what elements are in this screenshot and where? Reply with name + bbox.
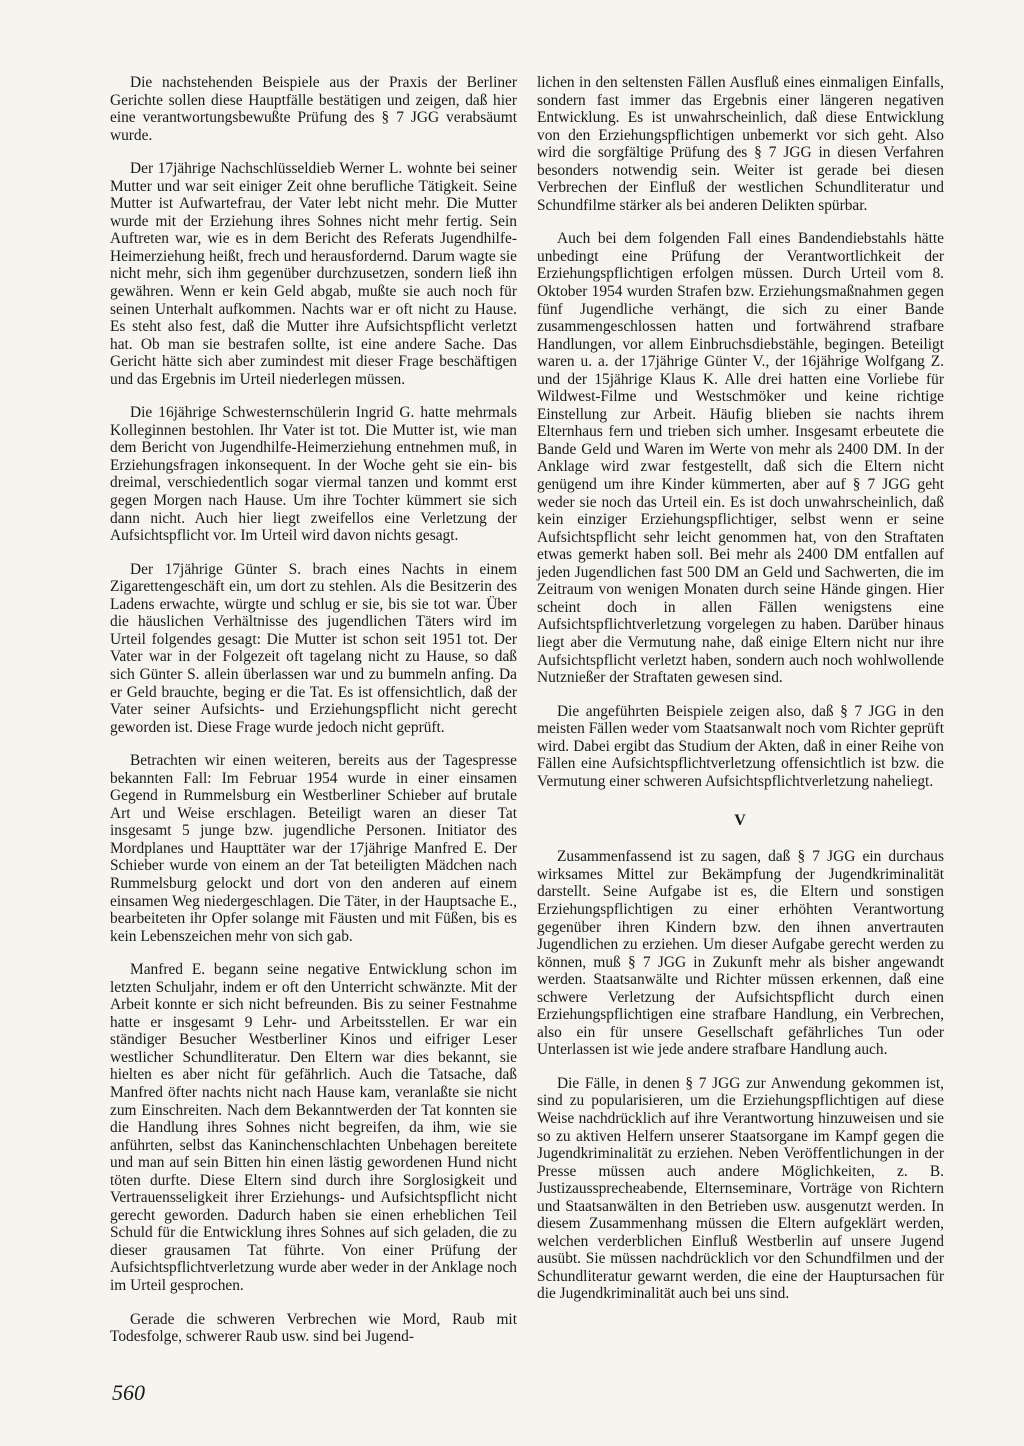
page-number: 560 [112, 1380, 145, 1405]
section-heading: V [734, 812, 747, 830]
continued-paragraph: lichen in den seltensten Fällen Ausfluß eines einmaligen Einfalls, sondern fast immer das Ergebnis einer längeren negativen Entwicklung. Es ist unwahrscheinlich, daß diese Entwicklung von den Erziehungspflichtigen unbemerkt vor sich geht. Also wird die sorgfältige Prüfung des § 7 JGG in diesen Verfahren besonders notwendig sein. Weiter ist gerade bei diesen Verbrechen der Einfluß der westlichen Schundliteratur und Schundfilme stärker als bei anderen Delikten spürbar. [537, 74, 944, 214]
paragraph: Auch bei dem folgenden Fall eines Bandendiebstahls hätte unbedingt eine Prüfung der Verantwortlichkeit der Erziehungspflichtigen erfolgen müssen. Durch Urteil vom 8. Oktober 1954 wurden Strafen bzw. Erziehungsmaßnahmen gegen fünf Jugendliche verhängt, die sich zu einer Bande zusammengeschlossen hatten und fortwährend strafbare Handlungen, vor allem Einbruchsdiebstähle, begingen. Beteiligt waren u. a. der 17jährige Günter V., der 16jährige Wolfgang Z. und der 15jährige Klaus K. Alle drei hatten eine Vorliebe für Wildwest-Filme und Westschmöker und keine richtige Einstellung zur Arbeit. Häufig blieben sie nachts ihrem Elternhaus fern und trieben sich umher. Insgesamt erbeutete die Bande Geld und Waren im Werte von mehr als 2400 DM. In der Anklage wird zwar festgestellt, daß sich die Eltern nicht genügend um ihre Kinder kümmerten, aber auf § 7 JGG geht weder sie noch das Urteil ein. Es ist doch unwahrscheinlich, daß kein einziger Erziehungspflichtiger, selbst wenn er seine Aufsichtspflicht sehr leicht genommen hat, von den Straftaten etwas gemerkt haben soll. Bei mehr als 2400 DM entfallen auf jeden Jugendlichen fast 500 DM an Geld und Sachwerten, die im Zeitraum von wenigen Monaten durch seine Hände gingen. Hier scheint doch in allen Fällen wenigstens eine Aufsichtspflichtverletzung vorgelegen zu haben. Darüber hinaus liegt aber die Vermutung nahe, daß einige Eltern nicht nur ihre Aufsichtspflicht verletzt haben, sondern auch noch wohlwollende Nutznießer der Straftaten gewesen sind. [537, 230, 944, 687]
paragraph: Manfred E. begann seine negative Entwicklung schon im letzten Schuljahr, indem er oft den Unterricht schwänzte. Mit der Arbeit konnte er sich nicht befreunden. Bis zu seiner Festnahme hatte er insgesamt 9 Lehr- und Arbeitsstellen. Er war ein ständiger Besucher Westberliner Kinos und eifriger Leser westlicher Schundliteratur. Den Eltern war dies bekannt, sie hielten es aber nicht für gefährlich. Auch die Tatsache, daß Manfred öfter nachts nicht nach Hause kam, veranlaßte sie nicht zum Einschreiten. Nach dem Bekanntwerden der Tat konnten sie die Handlung ihres Sohnes nicht begreifen, da ihm, wie sie anführten, selbst das Kaninchenschlachten Unbehagen bereitete und man auf sein Bitten hin einen lästig gewordenen Hund nicht töten durfte. Diese Eltern sind durch ihre Sorglosigkeit und Vertrauensseligkeit ihrer Erziehungs- und Aufsichtspflicht nicht gerecht geworden. Dadurch haben sie einen erheblichen Teil Schuld für die Entwicklung ihres Sohnes auf sich geladen, die zu dieser grausamen Tat führte. Von einer Prüfung der Aufsichtspflichtverletzung wurde aber weder in der Anklage noch im Urteil gesprochen. [110, 961, 517, 1294]
right-column [537, 74, 944, 1319]
paragraph: Die nachstehenden Beispiele aus der Praxis der Berliner Gerichte sollen diese Hauptfälle bestätigen und zeigen, daß hier eine verantwortungsbewußte Prüfung des § 7 JGG verabsäumt wurde. [110, 74, 517, 144]
paragraph: Die 16jährige Schwesternschülerin Ingrid G. hatte mehrmals Kolleginnen bestohlen. Ihr Vater ist tot. Die Mutter ist, wie man dem Bericht von Jugendhilfe-Heimerziehung entnehmen muß, in Erziehungsfragen inkonsequent. In der Woche geht sie ein- bis dreimal, verschiedentlich sogar viermal tanzen und kommt erst gegen Morgen nach Hause. Um ihre Tochter kümmert sie sich dann nicht. Auch hier liegt zweifellos eine Verletzung der Aufsichtspflicht vor. Im Urteil wird davon nichts gesagt. [110, 404, 517, 545]
paragraph: Der 17jährige Nachschlüsseldieb Werner L. wohnte bei seiner Mutter und war seit einiger Zeit ohne berufliche Tätigkeit. Seine Mutter ist Aufwartefrau, der Vater lebt nicht mehr. Die Mutter wurde mit der Erziehung ihres Sohnes nicht mehr fertig. Sein Auftreten war, wie es in dem Bericht des Referats Jugendhilfe-Heimerziehung heißt, frech und herausfordernd. Darum wagte sie nicht mehr, sich ihm gegenüber durchzusetzen, sondern ließ ihn gewähren. Wenn er kein Geld abgab, mußte sie auch noch für seinen Unterhalt aufkommen. Nachts war er oft nicht zu Hause. Es steht also fest, daß die Mutter ihre Aufsichtspflicht verletzt hat. Ob man sie bestrafen sollte, ist eine andere Sache. Das Gericht hätte sich aber zumindest mit dieser Frage beschäftigen und das Ergebnis im Urteil niederlegen müssen. [110, 160, 517, 388]
paragraph: Der 17jährige Günter S. brach eines Nachts in einem Zigarettengeschäft ein, um dort zu stehlen. Als die Besitzerin des Ladens erwachte, würgte und schlug er sie, bis sie tot war. Über die häuslichen Verhältnisse des jugendlichen Täters wird im Urteil folgendes gesagt: Die Mutter ist schon seit 1951 tot. Der Vater war in der Folgezeit oft tagelang nicht zu Hause, so daß sich Günter S. allein überlassen war und zu bummeln anfing. Da er Geld brauchte, beging er die Tat. Es ist offensichtlich, daß der Vater seiner Aufsichts- und Erziehungspflicht nicht gerecht geworden ist. Diese Frage wurde jedoch nicht geprüft. [110, 560, 517, 736]
paragraph: Zusammenfassend ist zu sagen, daß § 7 JGG ein durchaus wirksames Mittel zur Bekämpfung der Jugendkriminalität darstellt. Seine Aufgabe ist es, die Eltern und sonstigen Erziehungspflichtigen zu einer erhöhten Verantwortung gegenüber ihren Kindern bzw. den ihnen anvertrauten Jugendlichen zu erziehen. Um dieser Aufgabe gerecht werden zu können, muß § 7 JGG in Zukunft mehr als bisher angewandt werden. Staatsanwälte und Richter müssen erkennen, daß eine schwere Verletzung der Aufsichtspflicht durch einen Erziehungspflichtigen eine strafbare Handlung, ein Verbrechen, also ein für unsere Gesellschaft gefährliches Tun oder Unterlassen ist wie jede andere strafbare Handlung auch. [537, 848, 944, 1059]
paragraph: Betrachten wir einen weiteren, bereits aus der Tagespresse bekannten Fall: Im Februar 1954 wurde in einer einsamen Gegend in Rummelsburg ein Westberliner Schieber auf brutale Art und Weise erschlagen. Beteiligt waren an dieser Tat insgesamt 5 junge bzw. jugendliche Personen. Initiator des Mordplanes und Haupttäter war der 17jährige Manfred E. Der Schieber wurde von einem an der Tat beteiligten Mädchen nach Rummelsburg gelockt und dort von den anderen auf einem einsamen Weg niedergeschlagen. Die Täter, in der Hauptsache E., bearbeiteten ihr Opfer solange mit Fäusten und mit Füßen, bis es kein Lebenszeichen mehr von sich gab. [110, 752, 517, 945]
paragraph: Die Fälle, in denen § 7 JGG zur Anwendung gekommen ist, sind zu popularisieren, um die Erziehungspflichtigen auf diese Weise nachdrücklich auf ihre Verantwortung hinzuweisen und sie so zu aktiven Helfern unserer Staatsorgane im Kampf gegen die Jugendkriminalität zu erziehen. Neben Veröffentlichungen in der Presse müssen auch andere Möglichkeiten, z. B. Justizaussprecheabende, Elternseminare, Vorträge von Richtern und Staatsanwälten in den Betrieben usw. ausgenutzt werden. In diesem Zusammenhang müssen die Eltern aufgeklärt werden, welchen verderblichen Einfluß Westberlin auf unsere Jugend ausübt. Sie müssen nachdrücklich vor den Schundfilmen und der Schundliteratur gewarnt werden, die eine der Hauptursachen für die Jugendkriminalität auch bei uns sind. [537, 1074, 944, 1303]
left-column [110, 74, 517, 1362]
paragraph: Die angeführten Beispiele zeigen also, daß § 7 JGG in den meisten Fällen weder vom Staatsanwalt noch vom Richter geprüft wird. Dabei ergibt das Studium der Akten, daß in einer Reihe von Fällen eine Aufsichtspflichtverletzung offensichtlich ist bzw. die Vermutung einer schweren Aufsichtspflichtverletzung naheliegt. [537, 702, 944, 790]
paragraph: Gerade die schweren Verbrechen wie Mord, Raub mit Todesfolge, schwerer Raub usw. sind bei Jugend- [110, 1310, 517, 1346]
